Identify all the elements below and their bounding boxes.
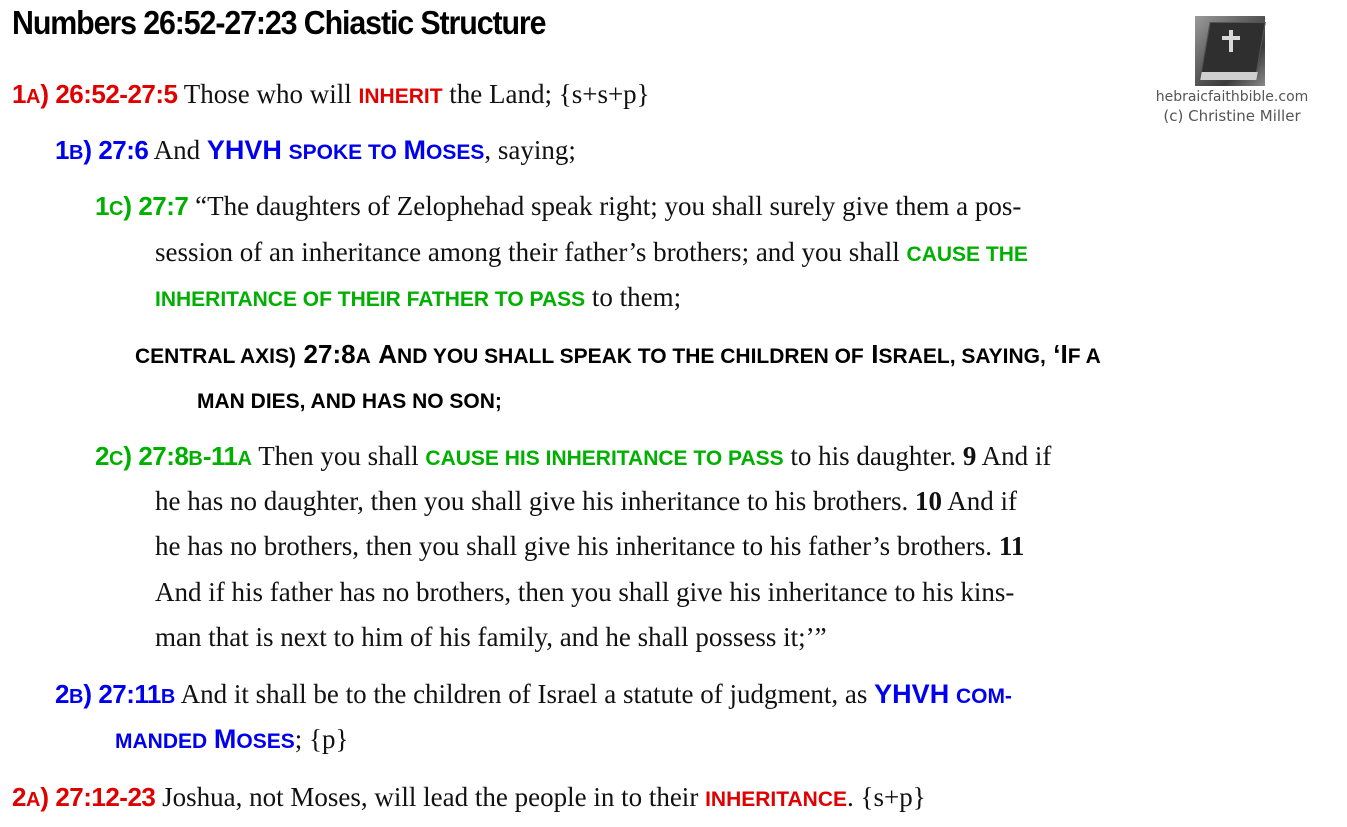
- credit-block: [1148, 88, 1316, 126]
- section-1c: [95, 184, 1021, 232]
- section-text: Joshua, not Moses, will lead the people in to their: [162, 782, 699, 812]
- book-pages: [1200, 72, 1257, 80]
- keyword-inherit: INHERIT: [358, 85, 443, 108]
- section-1a: [12, 72, 650, 120]
- axis-text: A: [378, 339, 398, 369]
- section-label: 1B) 27:6: [55, 135, 149, 165]
- axis-text: F A: [1067, 345, 1101, 368]
- keyword-commanded: COM-: [955, 685, 1012, 708]
- section-2c-line4: [155, 570, 1014, 615]
- section-label: 2C) 27:8B-11A: [95, 441, 252, 471]
- section-text: And it shall be to the children of Israel a statute of judgment, as: [180, 679, 868, 709]
- section-2c: [95, 434, 1051, 482]
- section-2b: [55, 672, 1012, 720]
- axis-text: I: [871, 339, 879, 369]
- site-url: hebraicfaithbible.com: [1155, 89, 1309, 105]
- section-text-end: the Land; {s+s+p}: [449, 79, 650, 109]
- section-1b: [55, 128, 576, 176]
- axis-ref: 27:8A: [303, 339, 371, 369]
- section-text: And: [153, 135, 201, 165]
- section-text-end: . {s+p}: [847, 782, 926, 812]
- keyword-yhvh: YHVH: [206, 135, 282, 165]
- cross-icon-bar: [1222, 36, 1240, 40]
- axis-label: CENTRAL AXIS): [135, 345, 297, 368]
- section-text: he has no daughter, then you shall give his inheritance to his brothers.: [155, 486, 909, 516]
- keyword-cause-the: CAUSE THE: [906, 243, 1028, 266]
- section-text: Those who will: [183, 79, 352, 109]
- keyword-cause-pass: CAUSE HIS INHERITANCE TO PASS: [425, 447, 784, 470]
- keyword-spoke-to: SPOKE TO: [288, 141, 397, 164]
- verse-number: 11: [998, 531, 1025, 561]
- section-text: to his daughter.: [790, 441, 957, 471]
- section-text: to them;: [591, 282, 682, 312]
- central-axis: [135, 332, 1101, 379]
- section-2c-line2: [155, 479, 1017, 524]
- keyword-commanded-cont: MANDED: [115, 730, 208, 753]
- section-1c-line2: [155, 230, 1028, 277]
- section-text: And if: [981, 441, 1052, 471]
- section-text: he has no brothers, then you shall give his inheritance to his father’s brothers.: [155, 531, 993, 561]
- section-text: Then you shall: [258, 441, 419, 471]
- section-2c-line3: [155, 524, 1024, 569]
- axis-text: SRAEL, SAYING,: [878, 345, 1046, 368]
- bible-book-icon: [1195, 16, 1265, 86]
- verse-number: 9: [962, 441, 977, 471]
- axis-text: ‘I: [1053, 339, 1068, 369]
- section-2b-line2: [115, 717, 348, 764]
- section-text: man that is next to him of his family, and he shall possess it;’”: [155, 622, 827, 652]
- section-text-end: ; {p}: [294, 724, 349, 754]
- section-2a: [12, 775, 926, 823]
- section-label: 1A) 26:52-27:5: [12, 79, 178, 109]
- verse-number: 10: [915, 486, 942, 516]
- section-2c-line5: [155, 615, 827, 660]
- keyword-yhvh: YHVH: [874, 679, 950, 709]
- keyword-inheritance-pass: INHERITANCE OF THEIR FATHER TO PASS: [155, 288, 586, 311]
- page-title: Numbers 26:52-27:23 Chiastic Structure: [12, 4, 546, 41]
- section-text: And if his father has no brothers, then you shall give his inheritance to his kins-: [155, 577, 1015, 607]
- section-label: 2A) 27:12-23: [12, 782, 156, 812]
- central-axis-line2: [197, 377, 502, 424]
- keyword-moses: MOSES: [213, 724, 295, 754]
- section-text: And if: [947, 486, 1018, 516]
- axis-text: ND YOU SHALL SPEAK TO THE CHILDREN OF: [397, 345, 864, 368]
- keyword-moses: MOSES: [403, 135, 485, 165]
- axis-text: MAN DIES, AND HAS NO SON;: [197, 390, 502, 413]
- section-text: “The daughters of Zelophehad speak right; you shall surely give them a pos-: [195, 191, 1022, 221]
- section-1c-line3: [155, 275, 681, 322]
- keyword-inheritance: INHERITANCE: [705, 788, 848, 811]
- book-cover: [1200, 22, 1266, 76]
- cross-icon: [1229, 30, 1233, 52]
- copyright: (c) Christine Miller: [1163, 107, 1301, 125]
- section-label: 1C) 27:7: [95, 191, 189, 221]
- section-label: 2B) 27:11B: [55, 679, 176, 709]
- section-text-end: , saying;: [484, 135, 576, 165]
- section-text: session of an inheritance among their father’s brothers; and you shall: [155, 237, 900, 267]
